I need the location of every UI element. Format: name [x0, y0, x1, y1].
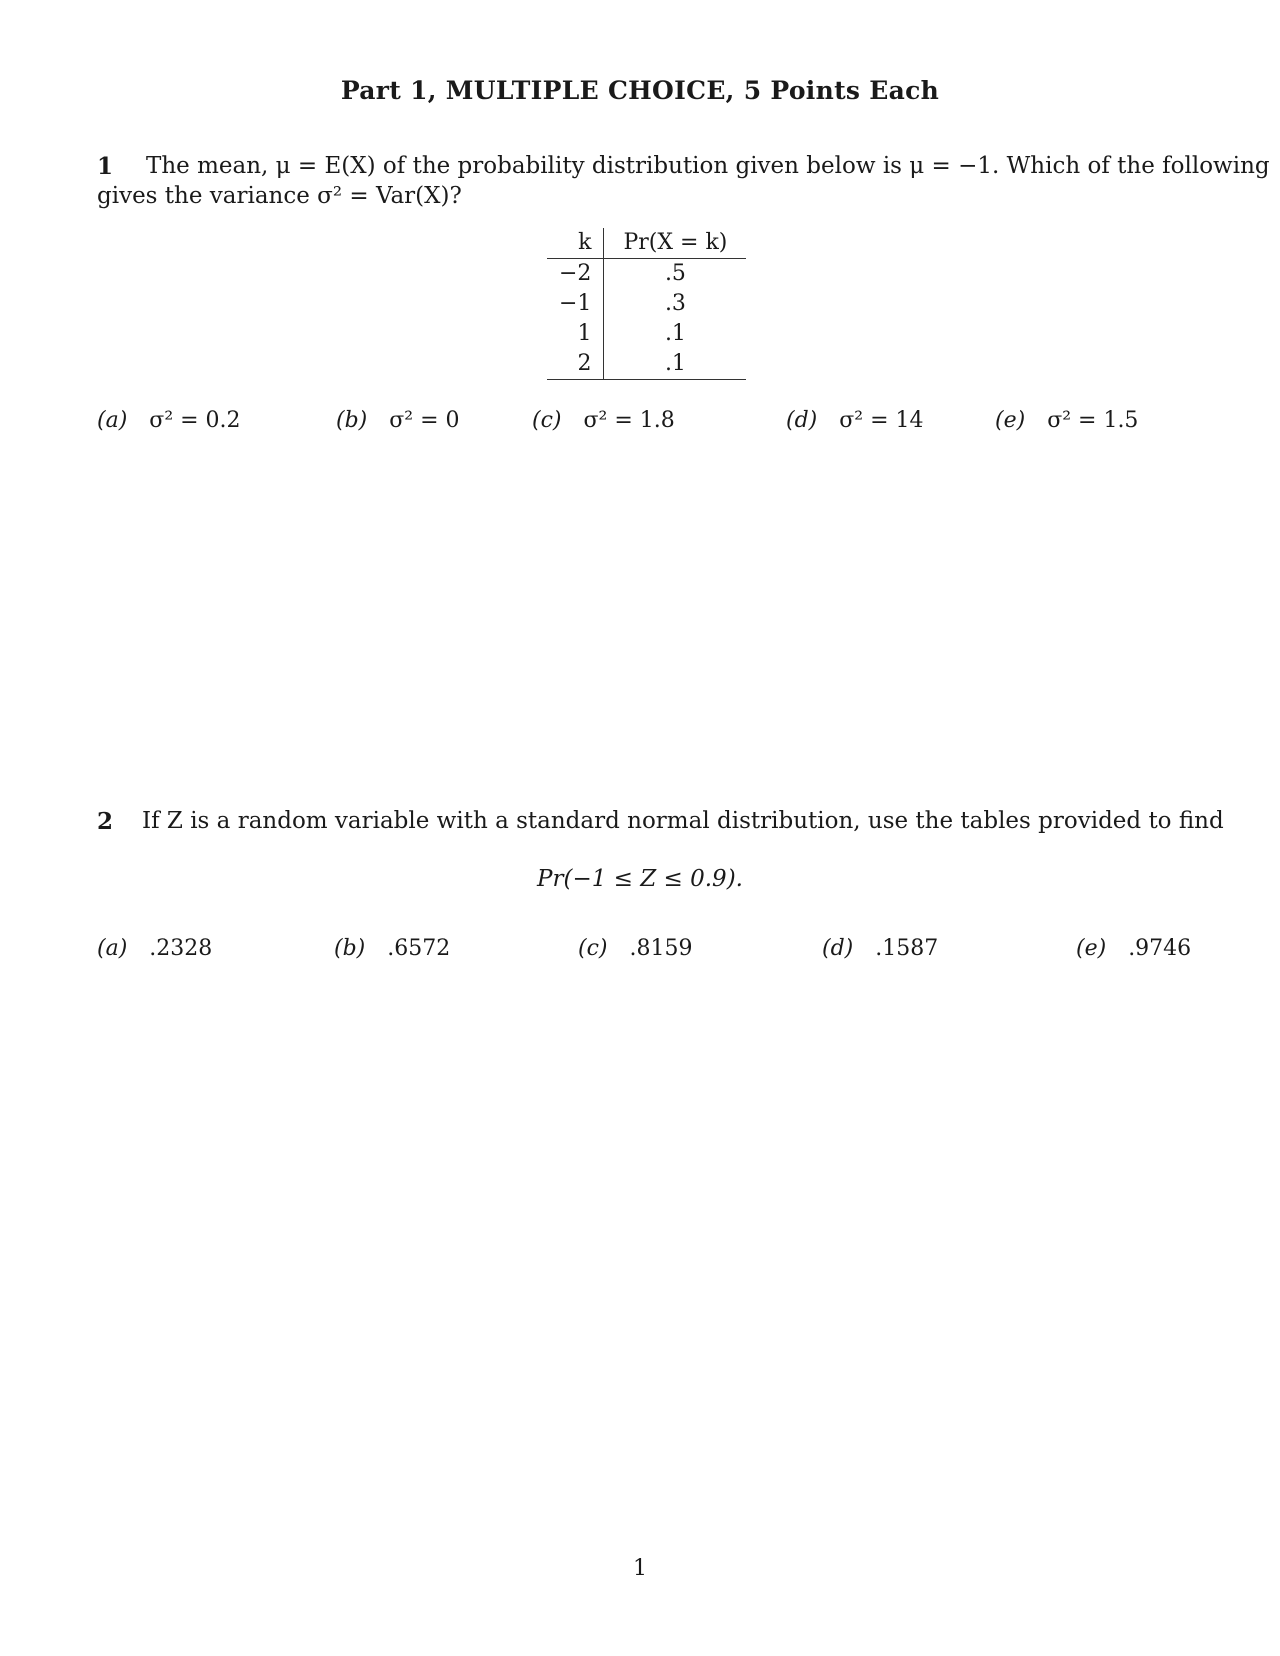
question-1-text-line-1: The mean, μ = E(X) of the probability distribution given below is μ = −1. Which of the following	[146, 153, 1270, 179]
table-cell-k: −2	[547, 259, 604, 290]
question-1-choice-c[interactable]	[532, 408, 675, 433]
question-2-choice-a[interactable]	[97, 936, 212, 961]
page-title: Part 1, MULTIPLE CHOICE, 5 Points Each	[340, 76, 940, 105]
question-1-choice-e[interactable]	[995, 408, 1138, 433]
table-cell-k: 1	[547, 319, 604, 349]
table-row	[547, 319, 746, 349]
table-cell-k: 2	[547, 349, 604, 380]
question-2-choice-d[interactable]	[822, 936, 938, 961]
choice-label: (d)	[786, 408, 818, 433]
table-cell-probability: .3	[664, 291, 686, 316]
table-cell-k: −1	[547, 289, 604, 319]
table-header-k: k	[547, 228, 604, 259]
choice-label: (b)	[334, 936, 366, 961]
question-2-text: If Z is a random variable with a standard normal distribution, use the tables provided to find	[142, 808, 1224, 834]
table-row	[547, 349, 746, 380]
question-2-number: 2	[97, 808, 114, 835]
choice-text: σ² = 1.5	[1047, 408, 1139, 433]
choice-text: σ² = 0	[389, 408, 460, 433]
question-2-choice-b[interactable]	[334, 936, 450, 961]
choice-label: (d)	[822, 936, 854, 961]
choice-label: (a)	[97, 408, 128, 433]
question-1-number: 1	[97, 153, 114, 180]
choice-text: σ² = 0.2	[149, 408, 241, 433]
choice-text: .2328	[149, 936, 213, 961]
choice-text: σ² = 14	[839, 408, 924, 433]
table-cell-probability: .5	[664, 261, 686, 286]
table-cell-probability: .1	[604, 349, 747, 380]
choice-label: (a)	[97, 936, 128, 961]
question-1-choice-a[interactable]	[97, 408, 241, 433]
table-header-row	[547, 228, 746, 259]
choice-text: σ² = 1.8	[583, 408, 675, 433]
choice-text: .1587	[875, 936, 939, 961]
choice-label: (b)	[336, 408, 368, 433]
choice-label: (c)	[578, 936, 608, 961]
table-row	[547, 259, 746, 290]
table-cell-probability: .1	[664, 321, 686, 346]
choice-label: (c)	[532, 408, 562, 433]
question-1-choice-d[interactable]	[786, 408, 924, 433]
question-1-choice-b[interactable]	[336, 408, 460, 433]
probability-distribution-table	[547, 228, 746, 380]
choice-label: (e)	[995, 408, 1026, 433]
choice-text: .6572	[387, 936, 451, 961]
question-2-choice-c[interactable]	[578, 936, 692, 961]
table-header-probability: Pr(X = k)	[604, 228, 747, 259]
question-2-formula: Pr(−1 ≤ Z ≤ 0.9).	[537, 866, 743, 892]
choice-label: (e)	[1076, 936, 1107, 961]
question-1-text-line-2: gives the variance σ² = Var(X)?	[97, 183, 462, 209]
table-row	[547, 289, 746, 319]
page-number: 1	[633, 1556, 647, 1581]
choice-text: .8159	[629, 936, 693, 961]
choice-text: .9746	[1128, 936, 1192, 961]
question-2-choice-e[interactable]	[1076, 936, 1191, 961]
